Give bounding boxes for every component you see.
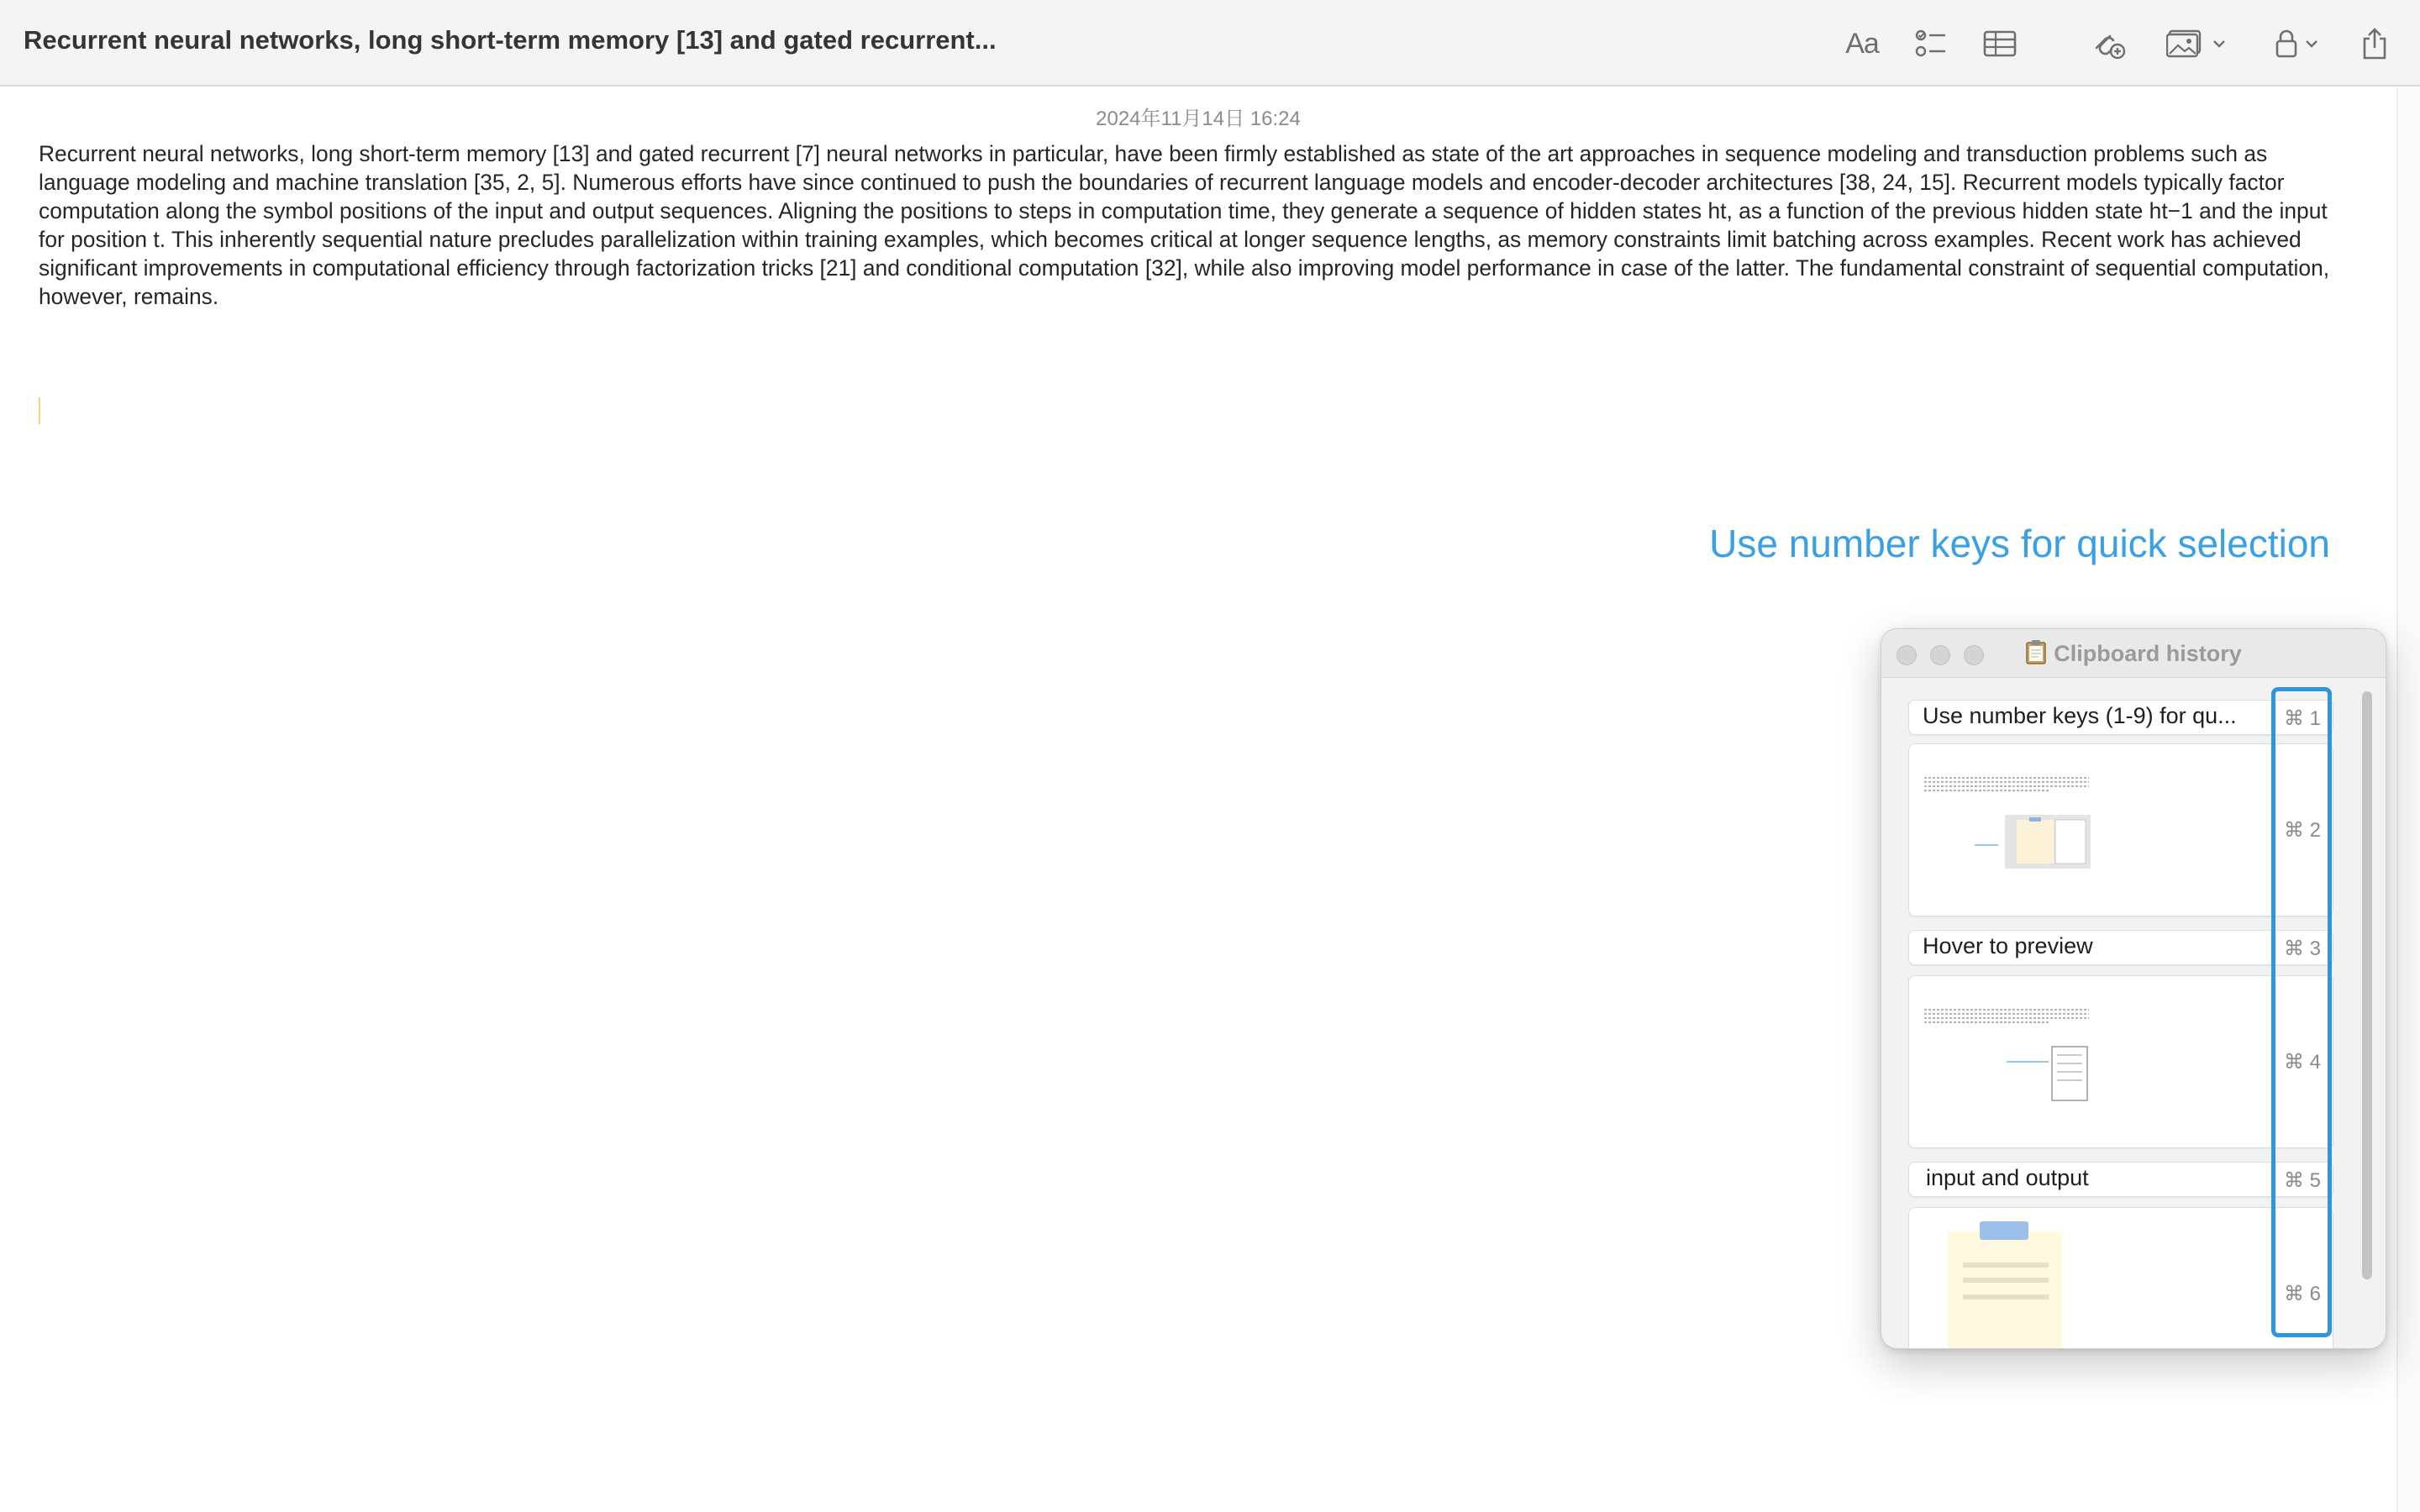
chevron-down-icon: [2304, 39, 2319, 49]
format-icon: Aa: [1845, 27, 1879, 60]
text-cursor: [39, 397, 40, 424]
screenshot-thumbnail: [1923, 771, 2091, 880]
clipboard-item[interactable]: [1908, 1162, 2333, 1197]
note-body[interactable]: Recurrent neural networks, long short-term memory [13] and gated recurrent [7] neural networks in particular, have been firmly established as state of the art approaches in sequence modeling and transduction problems such as language modeling and machine translation [35, 2, 5]. Numerous efforts have since continued to push the boundaries of recurrent language models and encoder-decoder architectures [38, 24, 15]. Recurrent models typically factor computation along the symbol positions of the input and output sequences. Aligning the positions to steps in computation time, they generate a sequence of hidden states ht, as a function of the previous hidden state ht−1 and the input for position t. This inherently sequential nature precludes parallelization within training examples, which becomes critical at longer sequence lengths, as memory constraints limit batching across examples. Recent work has achieved significant improvements in computational efficiency through factorization tricks [21] and conditional computation [32], while also improving model performance in case of the latter. The fundamental constraint of sequential computation, however, remains.: [39, 141, 2330, 309]
checklist-button[interactable]: [1907, 20, 1954, 67]
shortcut-label: ⌘ 6: [2283, 1283, 2321, 1305]
clipboard-item-image[interactable]: [1908, 975, 2333, 1148]
window-titlebar[interactable]: [1881, 629, 2386, 678]
lock-icon: [2275, 29, 2297, 59]
media-button[interactable]: [2165, 20, 2228, 67]
toolbar: [0, 0, 2420, 87]
share-button[interactable]: [2351, 20, 2398, 67]
clipboard-item-image[interactable]: [1908, 1207, 2333, 1349]
collaborate-icon: [2091, 28, 2127, 60]
clipboard-icon: [2025, 639, 2047, 664]
checklist-icon: [1915, 29, 1947, 59]
clipboard-item[interactable]: [1908, 930, 2333, 965]
chevron-down-icon: [2212, 39, 2227, 49]
shortcut-label: ⌘ 2: [2283, 819, 2321, 842]
editor-scrollbar[interactable]: [2396, 87, 2420, 1512]
clipboard-item-text: input and output: [1926, 1165, 2089, 1190]
clipboard-thumbnail: [1948, 1216, 2062, 1349]
note-date: 2024年11月14日 16:24: [1096, 108, 1301, 130]
note-title: Recurrent neural networks, long short-term memory [13] and gated recurrent...: [24, 25, 997, 55]
media-icon: [2166, 29, 2207, 58]
table-button[interactable]: [1976, 20, 2023, 67]
clipboard-item[interactable]: [1908, 700, 2333, 735]
clipboard-item-text: Hover to preview: [1923, 933, 2093, 958]
shortcut-label: ⌘ 1: [2283, 707, 2321, 730]
share-icon: [2361, 27, 2388, 60]
table-icon: [1983, 30, 2017, 57]
clipboard-item-text: Use number keys (1-9) for qu...: [1923, 703, 2237, 728]
window-title-text: Clipboard history: [2054, 641, 2242, 666]
clipboard-scrollbar[interactable]: [2362, 691, 2372, 1279]
shortcut-label: ⌘ 4: [2283, 1051, 2321, 1074]
shortcut-label: ⌘ 3: [2283, 937, 2321, 960]
clipboard-item-image[interactable]: [1908, 743, 2333, 916]
window-title: [1881, 639, 2386, 667]
shortcut-label: ⌘ 5: [2283, 1169, 2321, 1192]
quick-selection-hint: Use number keys for quick selection: [1709, 522, 2330, 565]
shortcut-highlight: [2271, 687, 2332, 1337]
format-button[interactable]: [1837, 20, 1887, 67]
lock-button[interactable]: [2270, 20, 2324, 67]
collaborate-button[interactable]: [2086, 20, 2133, 67]
screenshot-thumbnail: [1923, 1003, 2091, 1112]
